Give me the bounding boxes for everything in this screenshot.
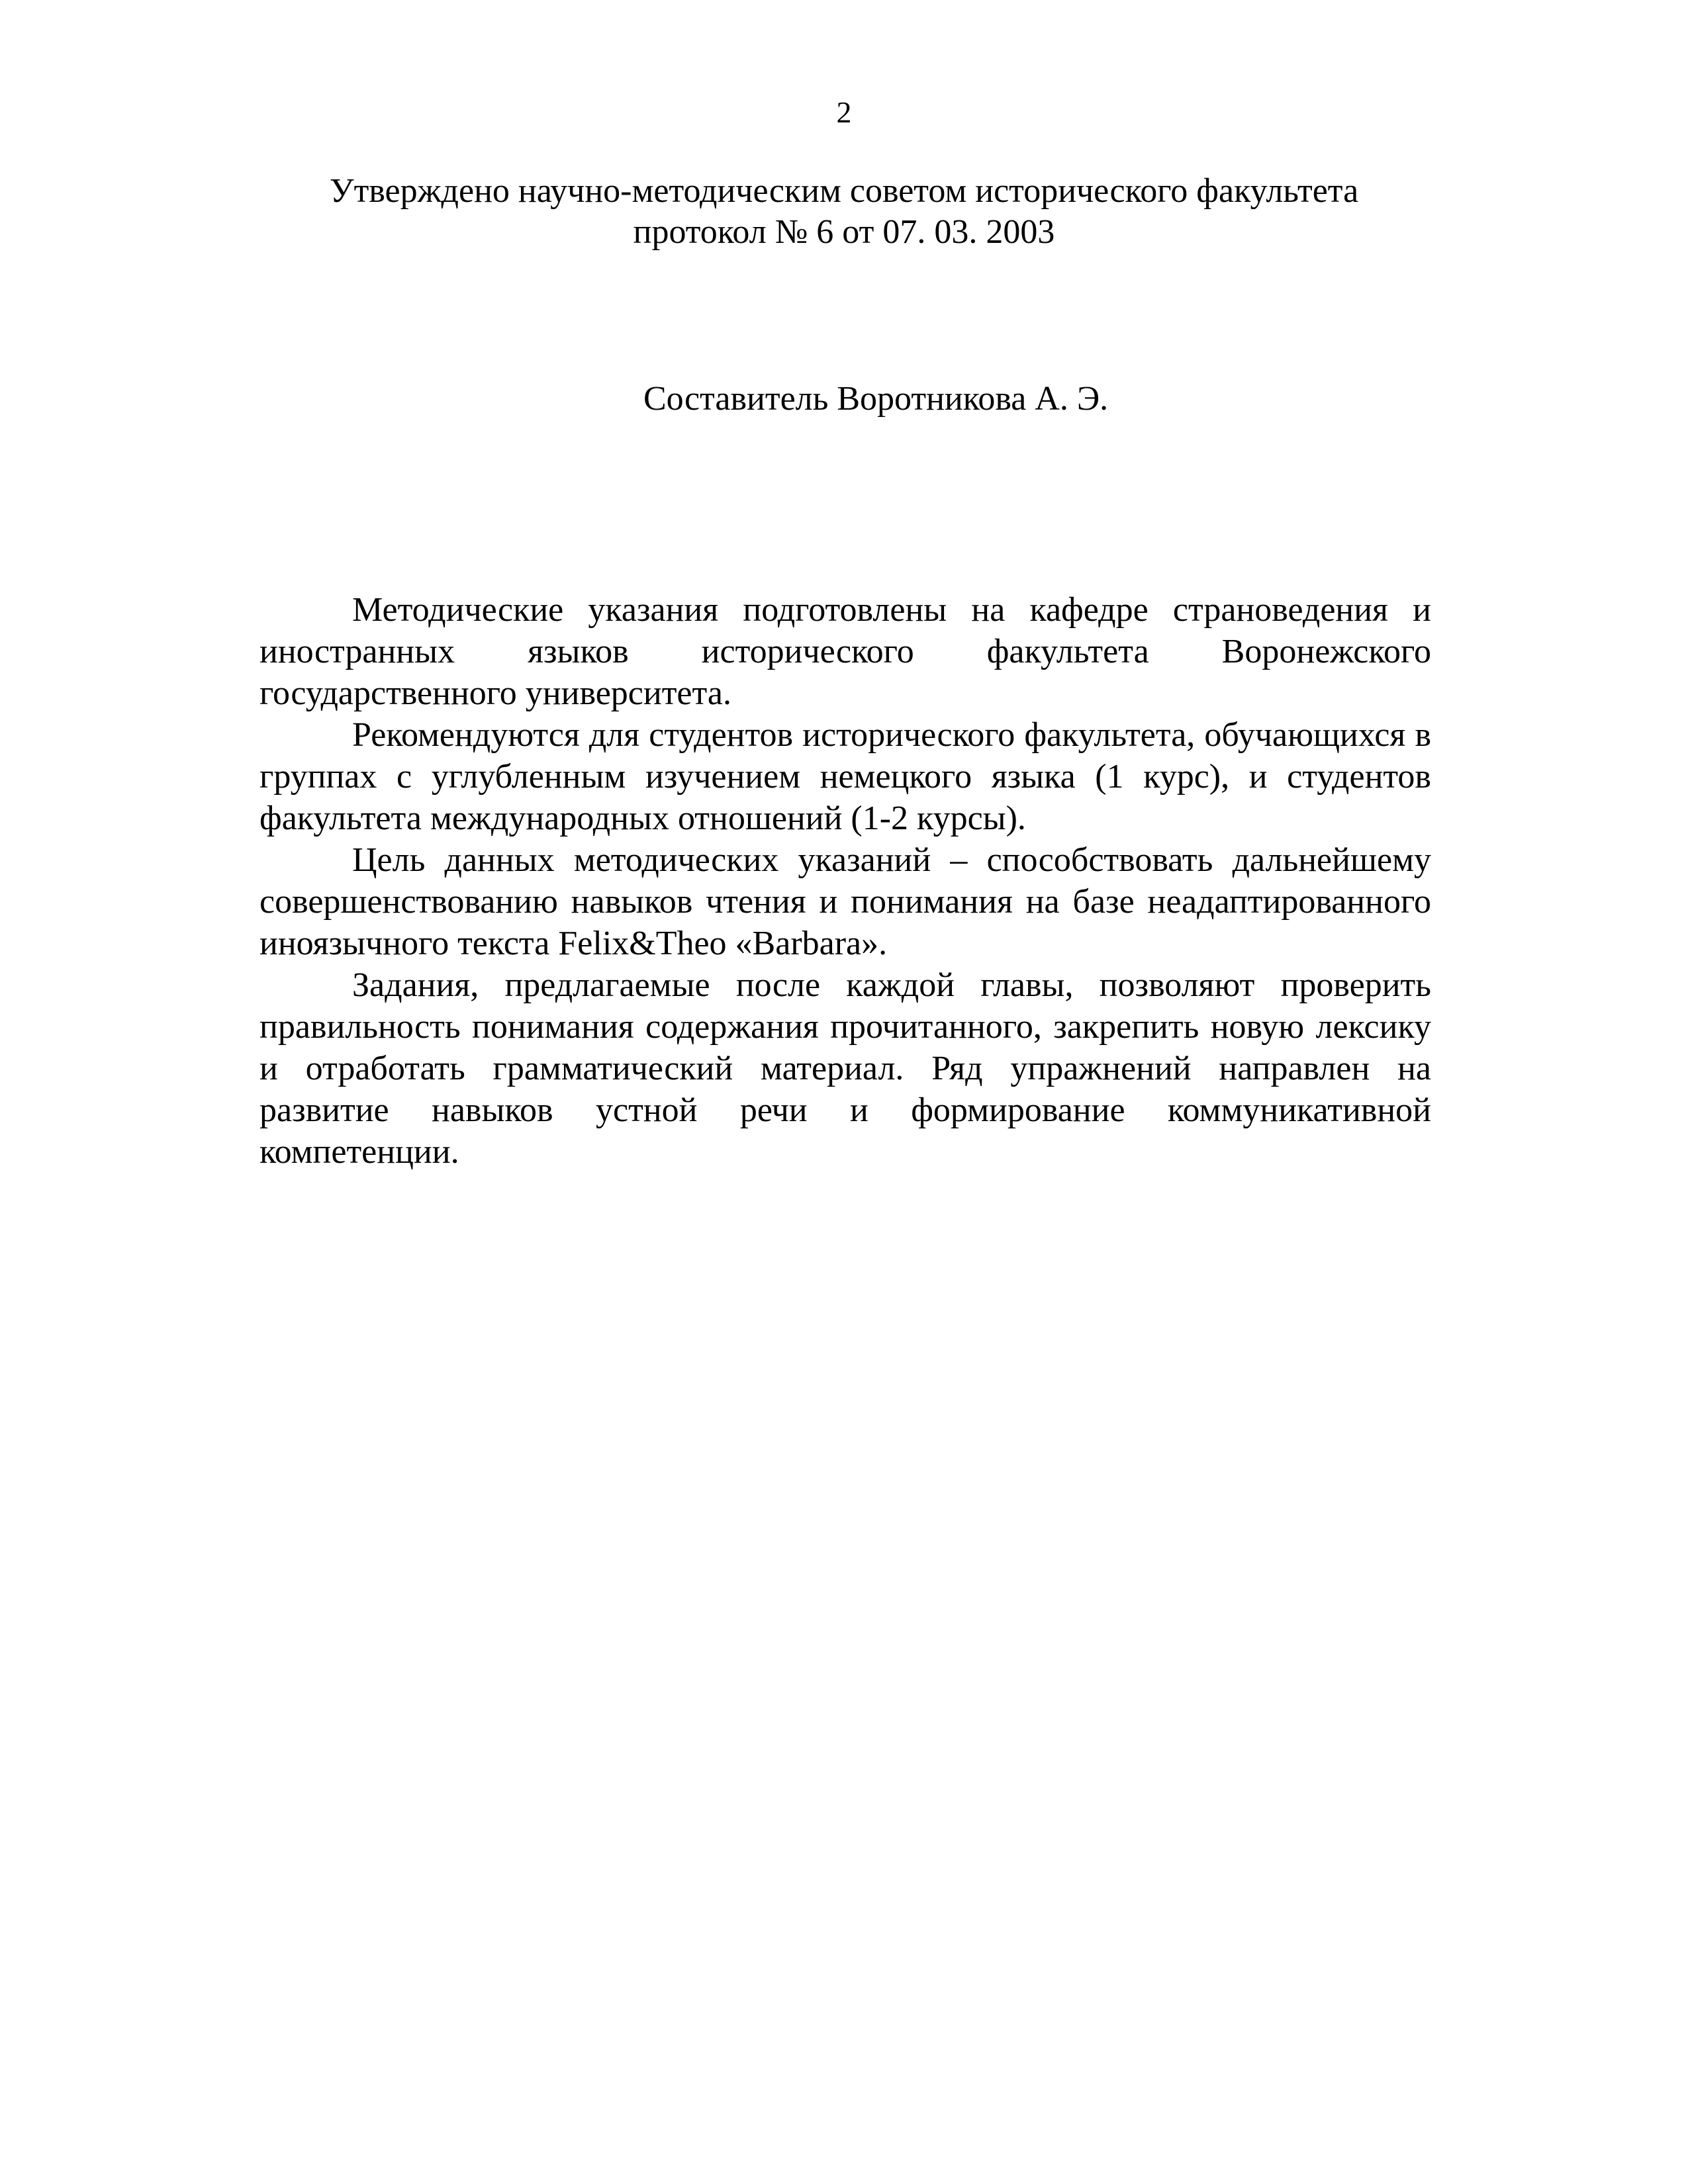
paragraph-tasks: Задания, предлагаемые после каждой главы, позволяют проверить правильность понимания содержания прочитанного, закрепить новую лексику и отработать грамматический материал. Ряд упражнений направлен на развитие навыков устной речи и формирование коммуникативной компетенции. — [259, 966, 1431, 1171]
page-number: 2 — [836, 95, 852, 129]
body-text — [259, 589, 1431, 1173]
approval-line-2: протокол № 6 от 07. 03. 2003 — [633, 213, 1055, 251]
compiler-line: Составитель Воротникова А. Э. — [643, 380, 1109, 418]
approval-statement — [0, 171, 1688, 253]
approval-line-1: Утверждено научно-методическим советом исторического факультета — [329, 172, 1359, 210]
paragraph-purpose: Методические указания подготовлены на кафедре страноведения и иностранных языков исторического факультета Воронежского государственного университета. — [259, 591, 1431, 712]
paragraph-audience: Рекомендуются для студентов исторического факультета, обучающихся в группах с углубленным изучением немецкого языка (1 курс), и студентов факультета международных отношений (1-2 курсы). — [259, 716, 1431, 837]
paragraph-goal: Цель данных методических указаний – способствовать дальнейшему совершенствованию навыков чтения и понимания на базе неадаптированного иноязычного текста Felix&Theo «Barbara». — [259, 841, 1431, 962]
